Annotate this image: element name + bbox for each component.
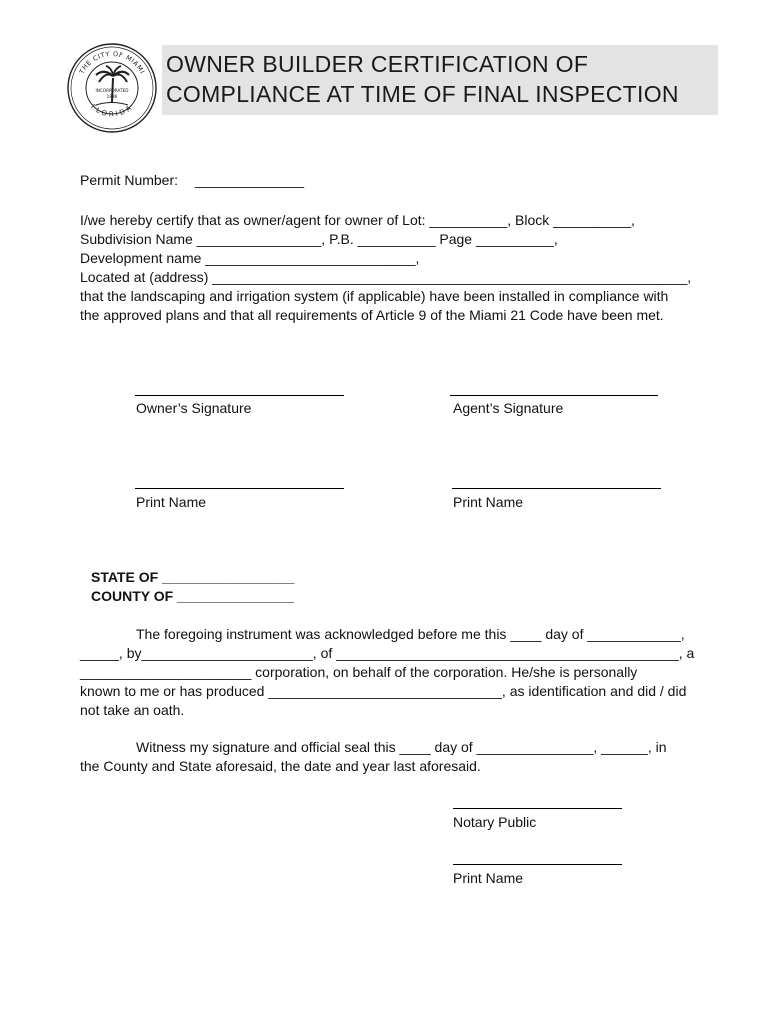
acknowledgment-line-2: _____, by______________________, of ____________________________________________, a (80, 645, 695, 661)
notary-public-signature-line[interactable] (453, 808, 622, 809)
owner-signature-label: Owner’s Signature (136, 400, 252, 416)
acknowledgment-line-3: ______________________ corporation, on behalf of the corporation. He/she is personally (80, 664, 638, 680)
seal-ring-top-text: THE CITY OF MIAMI (77, 49, 147, 76)
agent-print-name-label: Print Name (453, 494, 524, 510)
notary-public-label: Notary Public (453, 814, 537, 830)
cert-lot-block-line: I/we hereby certify that as owner/agent for owner of Lot: __________, Block __________, (80, 212, 635, 228)
seal-ring-bottom-text: FLORIDA (89, 102, 135, 119)
title-banner (162, 45, 718, 115)
agent-signature-line[interactable] (450, 395, 658, 396)
cert-development-line: Development name ___________________________, (80, 250, 420, 266)
seal-incorporated-text: INCORPORATED (95, 88, 129, 93)
state-of-field[interactable]: STATE OF _________________ (91, 569, 295, 585)
svg-text:FLORIDA (89, 103, 135, 119)
owner-print-name-line[interactable] (135, 488, 344, 489)
notary-print-name-label: Print Name (453, 870, 524, 886)
agent-print-name-line[interactable] (452, 488, 661, 489)
owner-signature-line[interactable] (135, 395, 344, 396)
acknowledgment-line-4: known to me or has produced ______________________________, as identification and did / did (80, 683, 687, 699)
cert-statement-line-1: that the landscaping and irrigation system (if applicable) have been installed in compliance with (80, 288, 669, 304)
cert-statement-line-2: the approved plans and that all requirements of Article 9 of the Miami 21 Code have been met. (80, 307, 664, 323)
cert-address-line: Located at (address) _____________________________________________________________, (80, 269, 692, 285)
city-of-miami-seal (66, 42, 158, 134)
palm-tree-icon (96, 66, 129, 105)
permit-number-field[interactable]: ______________ (195, 172, 305, 188)
cert-subdivision-line: Subdivision Name ________________, P.B. __________ Page __________, (80, 231, 558, 247)
witness-line-1: Witness my signature and official seal this ____ day of _______________, ______, in (136, 739, 667, 755)
owner-print-name-label: Print Name (136, 494, 207, 510)
notary-print-name-line[interactable] (453, 864, 622, 865)
acknowledgment-line-5: not take an oath. (80, 702, 185, 718)
witness-line-2: the County and State aforesaid, the date and year last aforesaid. (80, 758, 481, 774)
page-title-line-2: COMPLIANCE AT TIME OF FINAL INSPECTION (166, 81, 679, 107)
page-title-line-1: OWNER BUILDER CERTIFICATION OF (166, 51, 589, 77)
seal-year-text: 1896 (106, 94, 118, 99)
permit-number-label: Permit Number: (80, 172, 179, 188)
acknowledgment-line-1: The foregoing instrument was acknowledged before me this ____ day of ____________, (136, 626, 685, 642)
agent-signature-label: Agent’s Signature (453, 400, 564, 416)
county-of-field[interactable]: COUNTY OF _______________ (91, 588, 294, 604)
